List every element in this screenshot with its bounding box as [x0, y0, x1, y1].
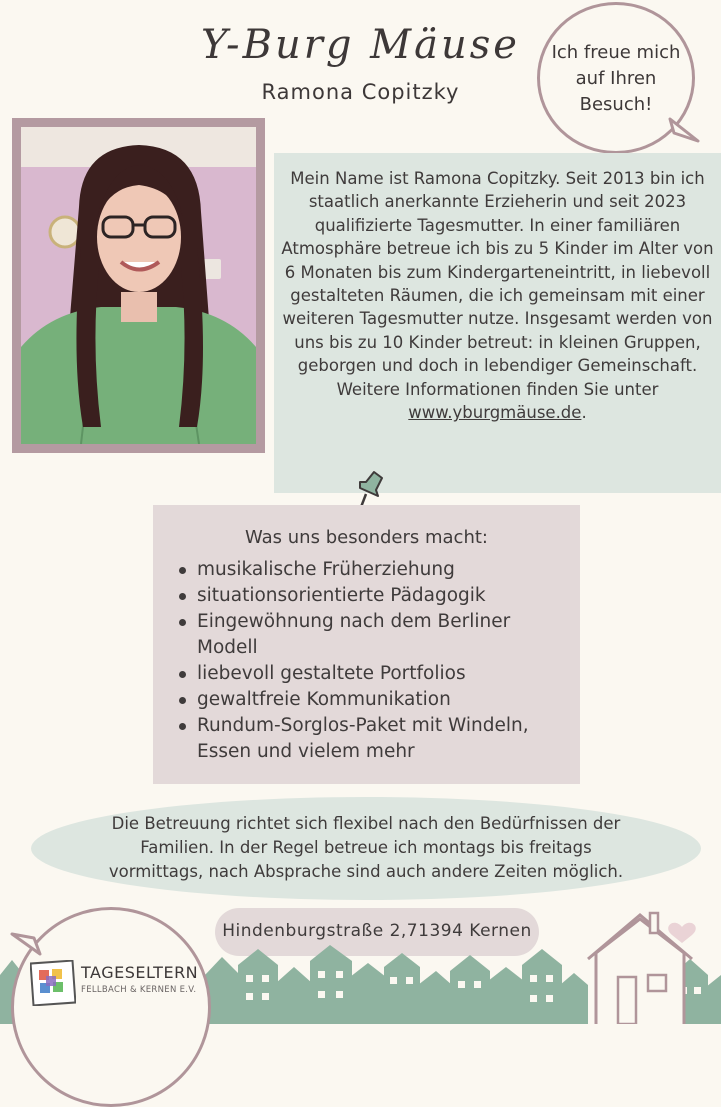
intro-text-end: .	[581, 403, 587, 423]
schedule-line: vormittags, nach Absprache sind auch andere Zeiten möglich.	[108, 862, 624, 881]
intro-paragraph	[274, 167, 721, 424]
bubble-line: auf Ihren	[575, 68, 657, 89]
speech-bubble-tail-icon	[668, 115, 702, 145]
schedule-text	[31, 812, 701, 884]
logo-bubble-tail-icon	[8, 928, 42, 958]
bubble-line: Besuch!	[579, 94, 653, 115]
portrait-photo	[12, 118, 265, 453]
intro-text-box	[274, 153, 721, 493]
tageseltern-logo-icon	[30, 960, 76, 1006]
schedule-line: Familien. In der Regel betreue ich montags bis freitags	[140, 838, 592, 857]
logo-name: TAGESELTERN	[81, 963, 199, 982]
page-subtitle: Ramona Copitzky	[261, 80, 460, 104]
feature-item: gewaltfreie Kommunikation	[175, 687, 577, 713]
features-box	[153, 505, 580, 784]
page-title: Y-Burg Mäuse	[201, 22, 520, 68]
feature-item: musikalische Früherziehung	[175, 557, 577, 583]
feature-item: Rundum-Sorglos-Paket mit Windeln, Essen und vielem mehr	[175, 713, 577, 765]
bubble-line: Ich freue mich	[551, 42, 681, 63]
feature-item: situationsorientierte Pädagogik	[175, 583, 577, 609]
feature-item: Eingewöhnung nach dem Berliner Modell	[175, 609, 537, 661]
address-text: Hindenburgstraße 2,71394 Kernen	[222, 921, 532, 941]
features-title: Was uns besonders macht:	[245, 527, 488, 548]
logo-subline: FELLBACH & KERNEN E.V.	[81, 985, 197, 995]
intro-text: Mein Name ist Ramona Copitzky. Seit 2013 bin ich staatlich anerkannte Erzieherin und seit 2023 qualifizierte Tagesmutter. In einer familiären Atmosphäre betreue ich bis zu 5 Kinder im Alter von 6 Monaten bis zum Kindergarteneintritt, in liebevoll gestalteten Räumen, die ich gemeinsam mit einer weiteren Tagesmutter nutze. Insgesamt werden von uns bis zu 10 Kinder betreut: in kleinen Gruppen, geborgen und doch in lebendiger Gemeinschaft. Weitere Informationen finden Sie unter	[281, 169, 714, 399]
features-list	[175, 557, 577, 765]
schedule-line: Die Betreuung richtet sich flexibel nach den Bedürfnissen der	[111, 814, 621, 833]
feature-item: liebevoll gestaltete Portfolios	[175, 661, 577, 687]
speech-bubble-text	[537, 40, 695, 118]
website-link[interactable]: www.yburgmäuse.de	[408, 403, 582, 423]
portrait-illustration	[21, 127, 256, 444]
